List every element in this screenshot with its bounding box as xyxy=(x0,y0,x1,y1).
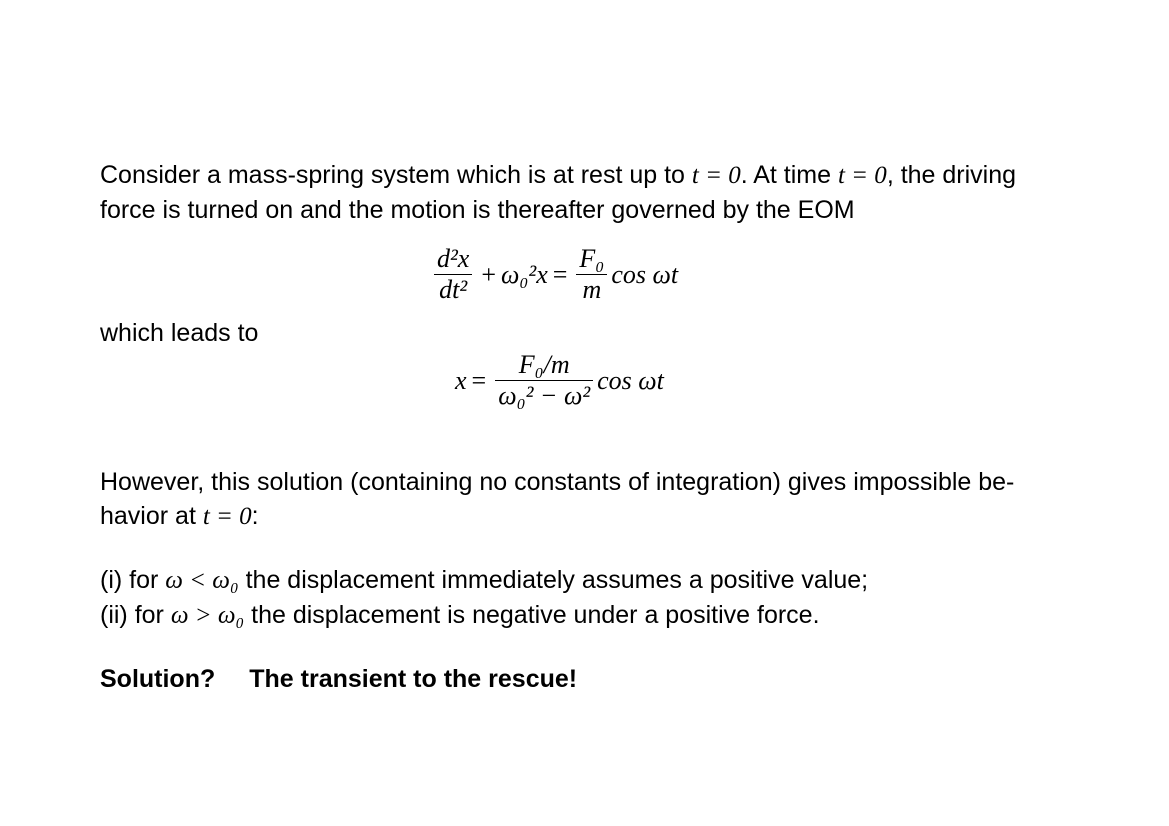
derivative-numerator: d²x xyxy=(437,244,470,273)
case-condition: ω > ω₀ xyxy=(170,602,245,629)
however-line-1: However, this solution (containing no constants of integration) gives impossible be- xyxy=(100,468,1015,496)
force-fraction xyxy=(576,244,607,305)
case-text: the displacement immediately assumes a positive value; xyxy=(238,566,869,594)
force-denominator: m xyxy=(582,275,602,305)
case-text: the displacement is negative under a positive force. xyxy=(244,601,820,629)
solution-fraction xyxy=(495,350,593,411)
intro-text-b: . At time xyxy=(740,161,838,189)
however-paragraph xyxy=(100,465,1070,534)
cases-list xyxy=(100,563,1070,633)
intro-line-1 xyxy=(100,158,1070,193)
case-item xyxy=(100,563,1070,598)
intro-math-t0-a: t = 0 xyxy=(691,162,741,189)
case-prefix: (i) for xyxy=(100,566,166,594)
equals-sign: = xyxy=(552,259,568,289)
solution-equation xyxy=(455,350,664,411)
case-item xyxy=(100,598,1070,633)
however-math-t0: t = 0 xyxy=(202,503,252,530)
derivative-fraction xyxy=(434,244,472,305)
however-text: havior at xyxy=(100,502,203,530)
solution-x: x xyxy=(455,365,467,395)
however-colon: : xyxy=(251,502,259,530)
intro-paragraph xyxy=(100,158,1070,227)
force-numerator: F₀ xyxy=(579,244,605,273)
plus-sign: + xyxy=(481,259,497,289)
solution-label: Solution? xyxy=(100,665,216,693)
solution-line xyxy=(100,662,1070,696)
however-line-2 xyxy=(100,499,1070,534)
case-condition: ω < ω₀ xyxy=(165,567,239,594)
solution-text: The transient to the rescue! xyxy=(249,665,578,693)
intro-text-c: , the driving xyxy=(886,161,1017,189)
case-prefix: (ii) for xyxy=(100,601,171,629)
intro-text-a: Consider a mass-spring system which is at rest up to xyxy=(100,161,692,189)
equation-of-motion xyxy=(430,244,678,305)
derivative-denominator: dt² xyxy=(439,275,468,305)
intro-math-t0-b: t = 0 xyxy=(837,162,887,189)
cos-omega-t: cos ωt xyxy=(597,365,664,395)
omega0-squared-x: ω₀²x xyxy=(501,259,548,289)
solution-numerator: F₀/m xyxy=(518,350,570,379)
leads-to-text: which leads to xyxy=(100,319,259,347)
cos-omega-t: cos ωt xyxy=(611,259,679,289)
intro-line-2: force is turned on and the motion is thereafter governed by the EOM xyxy=(100,196,855,224)
solution-denominator: ω₀² − ω² xyxy=(498,381,591,411)
equals-sign: = xyxy=(471,365,487,395)
